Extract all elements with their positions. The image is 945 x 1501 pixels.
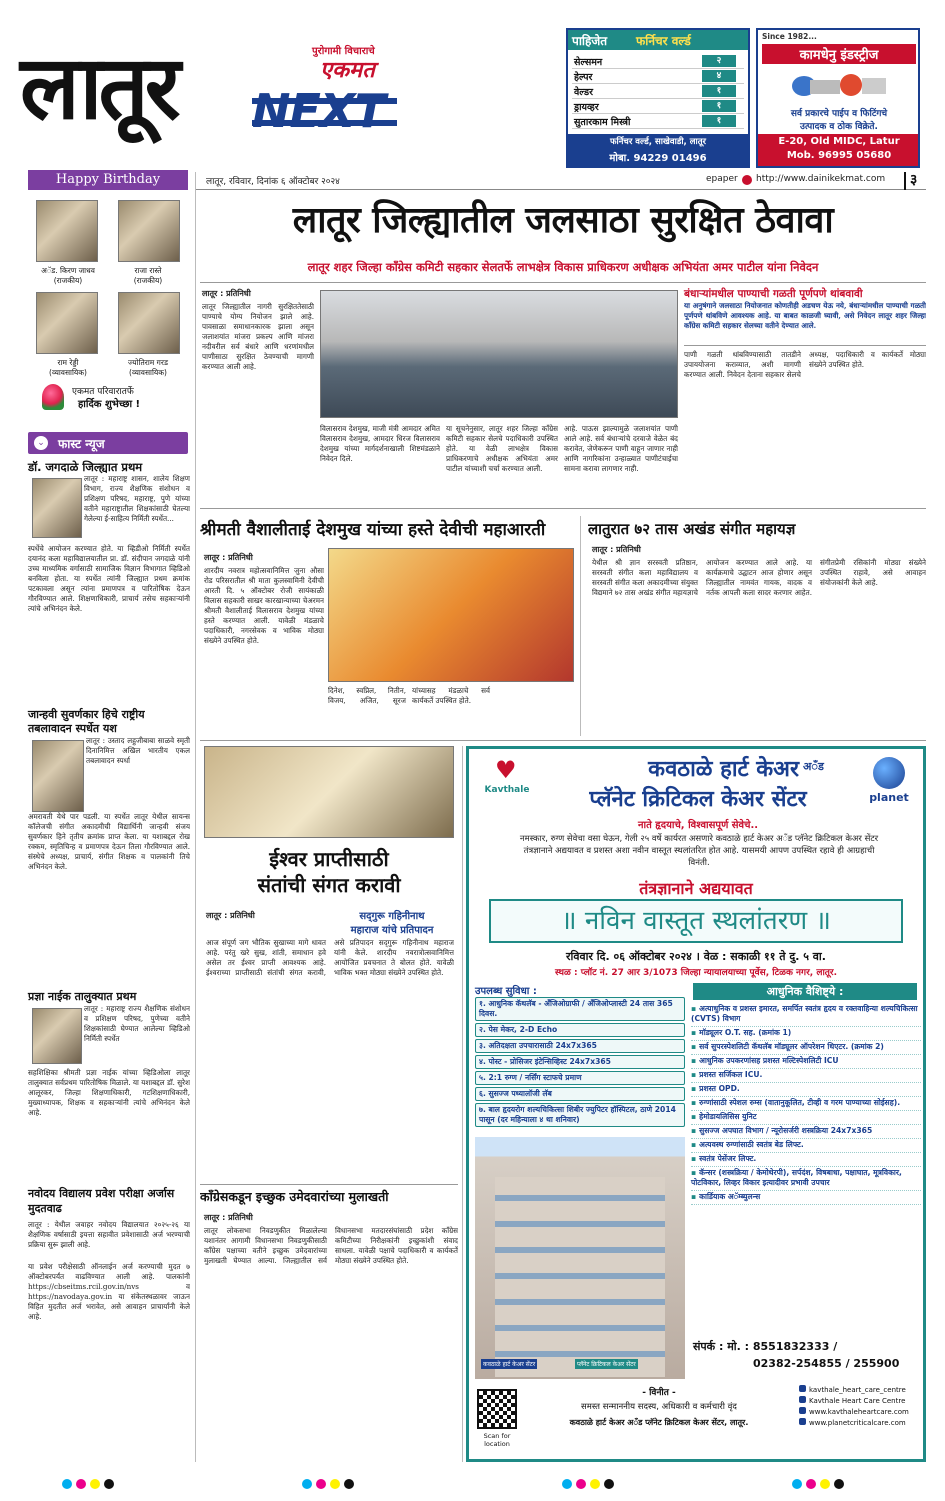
social-link[interactable] xyxy=(799,1418,923,1429)
facility-item: ७. बाल हृदयरोग शल्यचिकित्सा शिबीर ज्युपिटर हॉस्पिटल, ठाणे 2014 पासून (दर महिन्याला ४ था शनिवार) xyxy=(475,1103,685,1127)
feature-text: अत्यवस्थ रुग्णांसाठी स्वतंत्र बेड लिफ्ट. xyxy=(699,1140,804,1149)
aarti-headline: श्रीमती वैशालीताई देशमुख यांच्या हस्ते देवीची महाआरती xyxy=(200,520,546,540)
news-body: स्पर्धेचे आयोजन करण्यात होते. या व्हिडीओ निर्मिती स्पर्धेत दयानंद कला महाविद्यालयातील प्रा. डॉ. संदीपान जगदाळे यांनी उच्च माध्यमिक वर्गासाठी सामाजिक विज्ञान विभागात व्हिडिओ बनविला होता. या स्पर्धेत त्यांनी जिल्ह्यात प्रथम क्रमांक पटकावला असून त्यांना प्रमाणपत्र व पारितोषिक देऊन गौरविण्यात आले. शिक्षणाधिकारी, प्राचार्य तसेच सहकाऱ्यांनी त्यांचे अभिनंदन केले. xyxy=(28,544,190,613)
next-text: NEXT xyxy=(252,84,385,138)
aarti-photo xyxy=(328,548,574,682)
birthday-name: अॅड. किरण जाधव xyxy=(41,266,95,275)
feature-text: रुग्णांसाठी स्पेशल रुम्स (वातानुकूलित, टीव्ही व गरम पाण्याच्या सोईसह). xyxy=(699,1098,901,1107)
ishwar-headline-2: संतांची संगत करावी xyxy=(257,873,401,897)
avatar xyxy=(36,200,98,262)
social-link-text: Kavthale Heart Care Centre xyxy=(809,1397,906,1405)
bullet-icon: ▪ xyxy=(691,1042,697,1051)
facility-item: १. आधुनिक कॅथलॅब - अँजिओग्राफी / अँजिओप्लास्टी 24 तास 365 दिवस. xyxy=(475,997,685,1021)
furniture-ad-row-count: १ xyxy=(702,100,736,112)
kavthale-title-amp: अॅंड xyxy=(803,760,824,773)
birthday-role: (राजकीय) xyxy=(53,276,83,285)
registration-marks xyxy=(300,1474,356,1493)
feature-item xyxy=(691,1139,921,1153)
furniture-ad-head-right: फर्निचर वर्ल्ड xyxy=(636,34,691,48)
facebook-icon xyxy=(799,1396,806,1403)
bullet-icon: ▪ xyxy=(691,1056,697,1065)
kavthale-date: रविवार दि. ०६ ऑक्टोबर २०२४ । वेळ : सकाळी ११ ते दु. ५ वा. xyxy=(566,950,826,963)
kavthale-logo-text: Kavthale xyxy=(484,785,530,795)
aarti-byline: लातूर : प्रतिनिधी xyxy=(204,553,253,562)
news-headline: प्रज्ञा नाईक तालुक्यात प्रथम xyxy=(28,990,137,1003)
furniture-ad-row xyxy=(572,69,744,84)
kavthale-band-2: ॥ नविन वास्तूत स्थलांतरण ॥ xyxy=(489,899,903,943)
features-list xyxy=(691,1003,921,1205)
fast-news-title: फास्ट न्यूज xyxy=(58,437,105,451)
birthday-wish-2: हार्दिक शुभेच्छा ! xyxy=(78,399,141,410)
feature-text: आधुनिक उपकरणांसह प्रशस्त मल्टिस्पेशलिटी ICU xyxy=(699,1056,839,1065)
lead-photo-caption: विलासराव देशमुख, माजी मंत्री आमदार अमित विलासराव देशमुख, आमदार धिरज विलासराव देशमुख यांच्या मार्गदर्शनाखाली शिष्टमंडळाने निवेदन दिले. xyxy=(320,424,440,463)
lead-box-head: बंधाऱ्यांमधील पाण्याची गळती पूर्णपणे थांबवावी xyxy=(684,288,863,300)
feature-text: सुसज्ज अपघात विभाग / न्यूरोसर्जरी शस्त्रक्रिया 24x7x365 xyxy=(699,1126,873,1135)
music-headline: लातुरात ७२ तास अखंड संगीत महायज्ञ xyxy=(588,520,796,538)
congress-byline: लातूर : प्रतिनिधी xyxy=(204,1213,253,1222)
kavthale-ad xyxy=(466,746,926,1462)
kavthale-tagline: नाते हृदयाचे, विश्वासपूर्ण सेवेचे.. xyxy=(637,820,759,831)
news-byline: लातूर : महाराष्ट्र शासन, शालेय शिक्षण विभाग, राज्य शैक्षणिक संशोधन व प्रशिक्षण परिषद, महाराष्ट्र, पुणे यांच्या वतीने महाराष्ट्रातील शिक्षकांसाठी घेतल्या गेलेल्या ई-साहित्य निर्मिती स्पर्धेत... xyxy=(84,474,190,523)
furniture-ad-head-left: पाहिजेत xyxy=(572,34,608,48)
bullet-icon: ▪ xyxy=(691,1084,697,1093)
masthead-tagline: पुरोगामी विचाराचे xyxy=(312,46,375,57)
globe-icon xyxy=(742,175,752,185)
lead-headline: लातूर जिल्ह्यातील जलसाठा सुरक्षित ठेवावा xyxy=(292,200,834,241)
lead-subhead: लातूर शहर जिल्हा कॉंग्रेस कमिटी सहकार सेलतर्फे लाभक्षेत्र विकास प्राधिकरण अधीक्षक अभियंता अमर पाटील यांना निवेदन xyxy=(307,260,819,274)
birthday-role: (व्यावसायिक) xyxy=(49,368,87,377)
fast-news-header xyxy=(28,432,188,454)
dateline-bar xyxy=(196,172,926,190)
feature-item xyxy=(691,1003,921,1027)
news-photo xyxy=(32,740,84,812)
feature-item xyxy=(691,1041,921,1055)
furniture-ad-row-label: सुतारकाम मिस्त्री xyxy=(574,117,631,128)
registration-marks xyxy=(60,1474,116,1493)
furniture-ad-row xyxy=(572,114,744,129)
lead-photo xyxy=(320,290,678,418)
feature-text: अत्याधुनिक व प्रशस्त इमारत, समर्पित स्वतंत्र हृदय व रक्तवाहिन्या शल्यचिकित्सा (CVTS) विभाग xyxy=(691,1004,918,1023)
kavthale-title-2: प्लॅनेट क्रिटिकल केअर सेंटर xyxy=(589,787,807,812)
contact-phone-2: 02382-254855 / 255900 xyxy=(753,1357,900,1370)
feature-text: सर्व सुपरस्पेशलिटी कॅथलॅब मॉड्यूलर ऑपरेशन थिएटर. (क्रमांक 2) xyxy=(699,1042,884,1051)
bullet-icon: ▪ xyxy=(691,1140,697,1149)
ishwar-kicker-2: महाराज यांचे प्रतिपादन xyxy=(350,925,434,936)
news-byline: लातूर : उस्ताद लहुजीबाबा साळवे स्मृती दिनानिमित्त अखिल भारतीय एकल तबलावादन स्पर्धा xyxy=(86,736,190,765)
page-number: ३ xyxy=(910,172,918,188)
bullet-icon: ▪ xyxy=(691,1004,697,1013)
feature-text: स्वतंत्र पेसेंजर लिफ्ट. xyxy=(699,1154,757,1163)
news-headline: जान्हवी सुवर्णकार हिचे राष्ट्रीय तबलावादन स्पर्धेत यश xyxy=(28,708,145,735)
news-body: अमरावती येथे पार पडली. या स्पर्धेत लातूर येथील सायन्स कॉलेजची संगीत अकादमीची विद्यार्थिनी जान्हवी संजय सुवर्णकार हिने तृतीय क्रमांक प्राप्त केला. या यशाबद्दल रोख रक्कम, स्मृतिचिन्ह व प्रमाणपत्र देऊन तिला गौरविण्यात आले. संस्थेचे अध्यक्ष, प्राचार्य, संगीत शिक्षक व पालकांनी तिचे अभिनंदन केले. xyxy=(28,812,190,871)
kavthale-place: स्थळ : प्लॉट नं. 27 आर 3/1073 जिल्हा न्यायालयाच्या पूर्वेस, टिळक नगर, लातूर. xyxy=(554,968,838,978)
bullet-icon: ▪ xyxy=(691,1112,697,1121)
facility-item: ३. अतिदक्षता उपचारासाठी 24x7x365 xyxy=(475,1039,685,1053)
furniture-ad-rows xyxy=(572,54,744,129)
ishwar-photo xyxy=(204,746,454,838)
bullet-icon: ▪ xyxy=(691,1126,697,1135)
hospital-building-image xyxy=(475,1137,685,1379)
birthday-header: Happy Birthday xyxy=(55,172,161,187)
birthday-wish-1: एकमत परिवारातर्फे xyxy=(72,387,134,397)
social-link[interactable] xyxy=(799,1407,923,1418)
feature-item xyxy=(691,1191,921,1205)
furniture-ad-row xyxy=(572,84,744,99)
kavthale-title-1: कवठाळे हार्ट केअर xyxy=(648,757,799,782)
kamdhenu-name: कामधेनु इंडस्ट्रीज xyxy=(799,48,879,63)
fast-news-item xyxy=(28,460,190,716)
features-head: आधुनिक वैशिष्ट्ये : xyxy=(693,983,917,1000)
ekmat-logo: एकमत xyxy=(320,58,375,83)
feature-text: प्रशस्त सर्जिकल ICU. xyxy=(699,1070,763,1079)
furniture-ad-row-count: १ xyxy=(702,115,736,127)
ishwar-body: आज संपूर्ण जग भौतिक सुखाच्या मागे धावत आहे. परंतु खरे सुख, शांती, समाधान हवे असेल तर ईश्वर प्राप्ती आवश्यक आहे. ईश्वराच्या प्राप्तीसाठी संतांची संगत करावी, असे प्रतिपादन सद्‌गुरू गहिनीनाथ महाराज यांनी केले. शारदीय नवरात्रोत्सवानिमित्त आयोजित प्रवचनात ते बोलत होते. यावेळी भाविक भक्त मोठ्या संख्येने उपस्थित होते. xyxy=(206,938,454,977)
kavthale-logo xyxy=(479,757,535,807)
vinit-org: कवठाळे हार्ट केअर अॅंड प्लॅनेट क्रिटिकल केअर सेंटर, लातूर. xyxy=(569,1418,749,1427)
music-byline: लातूर : प्रतिनिधी xyxy=(592,545,641,554)
birthday-name: राजा रास्ते xyxy=(134,266,162,275)
feature-item xyxy=(691,1069,921,1083)
ishwar-byline: लातूर : प्रतिनिधी xyxy=(206,911,255,920)
lead-body-1: लातूर जिल्ह्यातील नागरी सुरक्षिततेसाठी पाण्याचे योग्य नियोजन झाले आहे. पावसाळा समाधानकारक झाला असून जलाशयांत मांजरा प्रकल्प आणि मांजरा नदीवरील सर्व बंधारे आणि धरणांमधील पाणीसाठा सुरक्षित ठेवण्याची मागणी करण्यात आली आहे. xyxy=(202,302,314,371)
bullet-icon: ▪ xyxy=(691,1154,697,1163)
masthead xyxy=(0,0,945,170)
kamdhenu-line2: उत्पादक व ठोक विक्रेते. xyxy=(800,122,878,132)
pipes-image xyxy=(792,70,888,100)
social-link[interactable] xyxy=(799,1385,923,1396)
birthday-role: (राजकीय) xyxy=(133,276,163,285)
social-link-text: www.planetcriticalcare.com xyxy=(809,1419,906,1427)
flower-bouquet-icon xyxy=(42,384,64,410)
masthead-title: लातूर xyxy=(20,36,177,139)
social-link-text: kavthale_heart_care_centre xyxy=(809,1386,906,1394)
feature-text: कार्डियाक अॅम्ब्युलन्स xyxy=(699,1192,761,1201)
birthday-role: (व्यावसायिक) xyxy=(129,368,167,377)
furniture-ad-row-count: ४ xyxy=(702,70,736,82)
feature-text: प्रशस्त OPD. xyxy=(699,1084,740,1093)
instagram-icon xyxy=(799,1385,806,1392)
kamdhenu-mobile: Mob. 96995 05680 xyxy=(786,150,892,161)
feature-item xyxy=(691,1167,921,1191)
ishwar-kicker-1: सद्‌गुरू गहिनीनाथ xyxy=(359,911,425,922)
facility-item: ४. पोस्ट - प्रोसिजर इंटेन्सिव्हिस्ट 24x7x365 xyxy=(475,1055,685,1069)
kamdhenu-ad xyxy=(756,28,920,168)
bullet-icon: ▪ xyxy=(691,1168,697,1177)
furniture-ad-row xyxy=(572,99,744,114)
planet-logo xyxy=(861,757,917,807)
registration-marks xyxy=(790,1474,846,1493)
contact-phone: संपर्क : मो. : 8551832333 / xyxy=(693,1340,838,1353)
fast-news-item xyxy=(28,708,190,980)
feature-text: मॉड्यूलर O.T. सह. (क्रमांक 1) xyxy=(699,1028,792,1037)
epaper-label: epaper xyxy=(706,174,738,184)
qr-scan-label: Scan for location xyxy=(483,1432,511,1448)
news-byline: लातूर : महाराष्ट्र राज्य शैक्षणिक संशोधन व प्रशिक्षण परिषद, पुणेच्या वतीने शिक्षकांसाठी घेण्यात आलेल्या व्हिडिओ निर्मिती स्पर्धेत xyxy=(84,1004,190,1043)
chevron-down-icon: ⌄ xyxy=(34,436,48,450)
news-byline: लातूर : येथील जवाहर नवोदय विद्यालयात २०२५-२६ या शैक्षणिक वर्षासाठी इयत्ता सहावीत प्रवेशासाठी अर्ज भरण्याची प्रक्रिया सुरू झाली आहे. xyxy=(28,1220,190,1249)
furniture-ad-row-count: २ xyxy=(702,55,736,67)
lead-box-text: या अनुषंगाने जलसाठा नियोजनात कोणतीही अडचण येऊ नये, बंधाऱ्यांमधील पाण्याची गळती पूर्णपणे थांबविणे आवश्यक आहे. या बाबत काळजी घ्यावी, असे निवेदन लातूर शहर जिल्हा कॉंग्रेस कमिटी सहकार सेलच्या वतीने देण्यात आले. xyxy=(684,301,926,330)
lead-boxed-note xyxy=(684,288,926,346)
social-link-text: www.kavthaleheartcare.com xyxy=(809,1408,909,1416)
lead-byline: लातूर : प्रतिनिधी xyxy=(202,289,251,298)
aarti-body: शारदीय नवरात्र महोत्सवानिमित्त जुना औसा रोड परिसरातील श्री माता कुलस्वामिनी देवीची आरती दि. ५ ऑक्टोबर रोजी सायंकाळी विलास सहकारी साखर कारखान्याच्या चेअरमन श्रीमती वैशालीताई विलासराव देशमुख यांच्या हस्ते करण्यात आली. यावेळी मंडळाचे पदाधिकारी, नगरसेवक व भाविक मोठ्या संख्येने उपस्थित होते. xyxy=(204,566,324,645)
social-link[interactable] xyxy=(799,1396,923,1407)
news-photo xyxy=(32,478,82,538)
facilities-list xyxy=(475,997,685,1129)
registration-marks xyxy=(560,1474,616,1493)
fast-news-item xyxy=(28,1186,190,1482)
fast-news-item xyxy=(28,990,190,1180)
furniture-ad-phone: मोबा. 94229 01496 xyxy=(609,153,707,164)
vinit-label: - विनीत - xyxy=(642,1388,676,1398)
feature-item xyxy=(691,1125,921,1139)
feature-item xyxy=(691,1083,921,1097)
congress-body: लातूर लोकसभा निवडणुकीत मिळालेल्या यशानंतर आगामी विधानसभा निवडणुकीसाठी कॉंग्रेस पक्षाच्या वतीने इच्छुक उमेदवारांच्या मुलाखती घेण्यात आल्या. जिल्ह्यातील सर्व विधानसभा मतदारसंघांसाठी प्रदेश कॉंग्रेस कमिटीच्या निरीक्षकांनी इच्छुकांशी संवाद साधला. यावेळी पक्षाचे पदाधिकारी व कार्यकर्ते मोठ्या संख्येने उपस्थित होते. xyxy=(204,1226,458,1265)
feature-text: हेमोडायलिसिस युनिट xyxy=(699,1112,757,1121)
facility-item: ५. 2:1 रुग्ण / नर्सिंग स्टाफचे प्रमाण xyxy=(475,1071,685,1085)
social-links xyxy=(799,1385,923,1429)
building-sign-2: प्लॅनेट क्रिटिकल केअर सेंटर xyxy=(577,1361,636,1368)
news-headline: नवोदय विद्यालय प्रवेश परीक्षा अर्जास मुदतवाढ xyxy=(28,1187,175,1215)
aarti-caption: दिनेश, स्वप्निल, नितीन, विजय, अजित, सूरज यांच्यासह मंडळाचे सर्व कार्यकर्ते उपस्थित होते. xyxy=(328,686,490,705)
globe-icon xyxy=(873,757,905,789)
furniture-ad-row xyxy=(572,54,744,69)
furniture-ad-footer: फर्निचर वर्ल्ड, साखेवाडी, लातूर xyxy=(609,137,707,147)
website-link[interactable]: http://www.dainikekmat.com xyxy=(756,174,886,184)
feature-item xyxy=(691,1055,921,1069)
news-body: या प्रवेश परीक्षेसाठी ऑनलाईन अर्ज करण्याची मुदत ७ ऑक्टोबरपर्यंत वाढविण्यात आली आहे. पालकांनी https://cbseitms.rcil.gov.in/nvs व https://navodaya.gov.in या संकेतस्थळावर जाऊन विहित मुदतीत अर्ज भरावेत, असे आवाहन प्राचार्यांनी केले आहे. xyxy=(28,1262,190,1321)
birthday-name: राम रेड्डी xyxy=(57,358,79,367)
news-photo xyxy=(32,1008,82,1064)
kamdhenu-since: Since 1982... xyxy=(762,32,817,41)
facilities-head: उपलब्ध सुविधा : xyxy=(475,986,537,997)
news-body: सहशिक्षिका श्रीमती प्रज्ञा नाईक यांच्या व्हिडिओला लातूर तालुक्यात सर्वप्रथम पारितोषिक मिळाले. या यशाबद्दल डॉ. सुरेश आलूरकर, जिल्हा शिक्षणाधिकारी, गटशिक्षणाधिकारी, मुख्याध्यापक, शिक्षक व सहकाऱ्यांनी त्यांचे अभिनंदन केले आहे. xyxy=(28,1068,190,1117)
avatar xyxy=(118,292,180,354)
kavthale-intro: नमस्कार, रुग्ण सेवेचा वसा घेऊन, गेली २५ वर्षे कार्यरत असणारे कवठाळे हार्ट केअर अॅंड प्लॅनेट क्रिटिकल केअर सेंटर तंत्रज्ञानाने अद्ययावत व प्रशस्त अशा नवीन वास्तूत स्थलांतरित होत आहे. यासमयी आपण उपस्थित रहावे ही आग्रहाची विनंती. xyxy=(519,834,879,868)
furniture-ad-row-label: वेल्डर xyxy=(574,87,594,98)
congress-headline: कॉंग्रेसकडून इच्छुक उमेदवारांच्या मुलाखती xyxy=(200,1189,389,1204)
lead-body-2: या सूचनेनुसार, लातूर शहर जिल्हा कॉंग्रेस कमिटी सहकार सेलचे पदाधिकारी उपस्थित होते. या वेळी लाभक्षेत्र विकास प्राधिकरणाचे अधीक्षक अभियंता अमर पाटील यांच्याशी चर्चा करण्यात आली. xyxy=(446,424,558,473)
bullet-icon: ▪ xyxy=(691,1098,697,1107)
qr-code[interactable] xyxy=(477,1389,517,1429)
feature-item xyxy=(691,1097,921,1111)
ishwar-headline-1: ईश्वर प्राप्तीसाठी xyxy=(269,847,389,871)
furniture-ad-row-label: सेल्समन xyxy=(574,57,603,68)
heart-icon: ♥ xyxy=(495,756,517,784)
lead-body-3: आहे. पाऊस झाल्यामुळे जलाशयांत पाणी आले आहे. सर्व बंधाऱ्यांचे दरवाजे वेळेत बंद करावेत, जेणेकरून पाणी वाहून जाणार नाही आणि नागरिकांना उन्हाळ्यात पाणीटंचाईचा सामना करावा लागणार नाही. xyxy=(564,424,678,473)
avatar xyxy=(118,200,180,262)
building-sign-1: कवठाळे हार्ट केअर सेंटर xyxy=(483,1361,536,1368)
kavthale-band-1: तंत्रज्ञानाने अद्ययावत xyxy=(639,879,753,898)
next-logo xyxy=(252,86,397,136)
news-headline: डॉ. जगदाळे जिल्ह्यात प्रथम xyxy=(28,460,143,474)
bullet-icon: ▪ xyxy=(691,1028,697,1037)
feature-text: कॅन्सर (शस्त्रक्रिया / केमोथेरपी), सर्पदंश, विषबाधा, पक्षाघात, मूत्रविकार, पोटविकार, लिव्हर विकार इत्यादीवर प्रभावी उपचार xyxy=(691,1168,902,1187)
furniture-ad-row-label: हेल्पर xyxy=(574,72,593,83)
furniture-ad-row-label: ड्रायव्हर xyxy=(574,102,599,113)
furniture-ad xyxy=(566,28,750,168)
web-icon xyxy=(799,1418,806,1425)
bullet-icon: ▪ xyxy=(691,1070,697,1079)
birthday-name: ज्योतिराम गरड xyxy=(128,358,168,367)
facility-item: ६. सुसज्ज पथ्यालॉजी लॅब xyxy=(475,1087,685,1101)
feature-item xyxy=(691,1111,921,1125)
music-body: येथील श्री ज्ञान सरस्वती प्रतिष्ठान, सरस्वती संगीत कला महाविद्यालय व सरस्वती संगीत कला अकादमीच्या संयुक्त विद्यमाने ७२ तास अखंड संगीत महायज्ञाचे आयोजन करण्यात आले आहे. या कार्यक्रमाचे उद्घाटन आज होणार असून जिल्ह्यातील नामवंत गायक, वादक व नर्तक आपली कला सादर करणार आहेत. संगीतप्रेमी रसिकांनी मोठ्या संख्येने उपस्थित राहावे, असे आवाहन संयोजकांनी केले आहे. xyxy=(592,558,926,597)
birthday-box xyxy=(28,170,188,420)
feature-item xyxy=(691,1027,921,1041)
kamdhenu-address: E-20, Old MIDC, Latur xyxy=(778,136,900,147)
bullet-icon: ▪ xyxy=(691,1192,697,1201)
avatar xyxy=(36,292,98,354)
planet-logo-text: planet xyxy=(869,791,909,804)
furniture-ad-row-count: १ xyxy=(702,85,736,97)
kamdhenu-line1: सर्व प्रकारचे पाईप व फिटिंगचे xyxy=(790,109,888,119)
lead-body-4: पाणी गळती थांबविण्यासाठी तातडीने उपाययोजना कराव्यात, अशी मागणी करण्यात आली. निवेदन देताना सहकार सेलचे अध्यक्ष, पदाधिकारी व कार्यकर्ते मोठ्या संख्येने उपस्थित होते. xyxy=(684,350,926,379)
vinit-text: समस्त सन्माननीय सदस्य, अधिकारी व कर्मचारी वृंद xyxy=(581,1402,737,1412)
web-icon xyxy=(799,1407,806,1414)
dateline: लातूर, रविवार, दिनांक ६ ऑक्टोबर २०२४ xyxy=(206,177,340,187)
facility-item: २. पेस मेकर, 2-D Echo xyxy=(475,1023,685,1037)
feature-item xyxy=(691,1153,921,1167)
